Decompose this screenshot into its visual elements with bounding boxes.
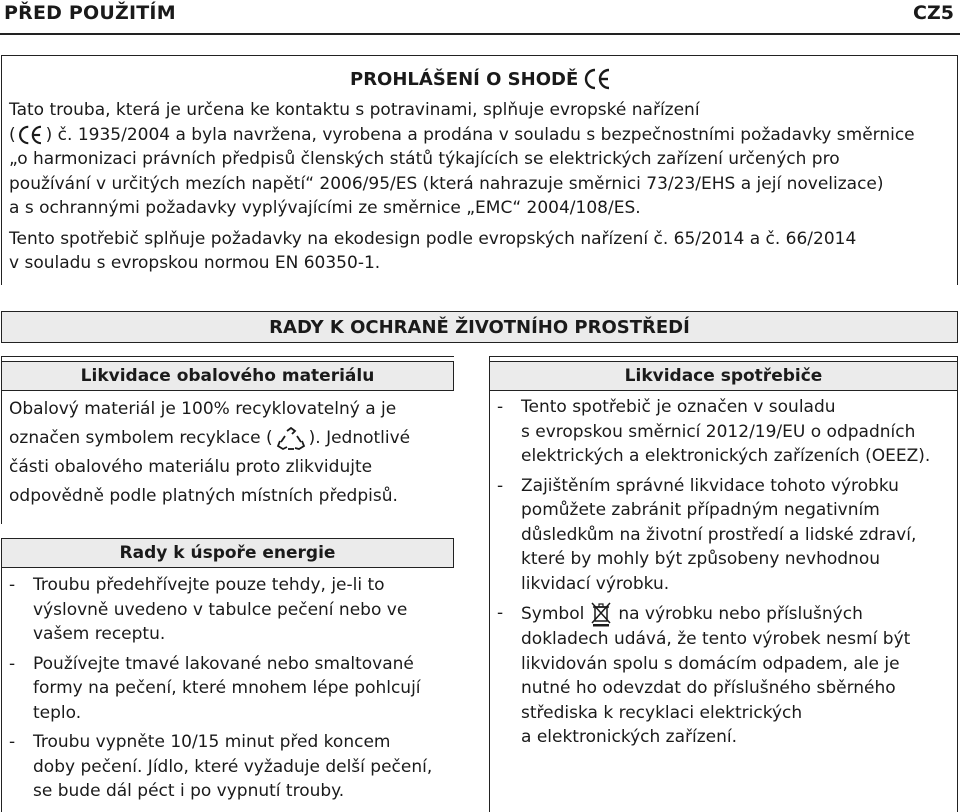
- declaration-title: PROHLÁŠENÍ O SHODĚ: [350, 68, 612, 90]
- list-item: - Troubu předehřívejte pouze tehdy, je-li to výslovně uvedeno v tabulce pečení nebo ve vašem receptu.: [9, 575, 408, 644]
- recycle-icon: [276, 427, 306, 451]
- list-item: - Používejte tmavé lakované nebo smaltované formy na pečení, které mnohem lépe pohlcují teplo.: [9, 653, 421, 723]
- section-title: PŘED POUŽITÍM: [4, 2, 176, 24]
- energy-title: Rady k úspoře energie: [1, 538, 454, 568]
- packaging-title: Likvidace obalového materiálu: [1, 361, 454, 391]
- list-item: - Troubu vypněte 10/15 minut před koncem doby pečení. Jídlo, které vyžaduje delší pečení, se bude dál péct i po vypnutí trouby.: [9, 732, 433, 801]
- list-item: - Tento spotřebič je označen v souladu s evropskou směrnicí 2012/19/EU o odpadních elektrických a elektronických zařízeních (OEEZ).: [497, 397, 931, 466]
- list-item: - Zajištěním správné likvidace tohoto výrobku pomůžete zabránit případným negativním důsledkům na životní prostředí a lidské zdraví, které by mohly být způsobeny nevhodnou likvidací výrobku.: [497, 475, 917, 594]
- header-rule: [0, 33, 960, 35]
- ce-mark-icon: [584, 68, 612, 90]
- ce-mark-icon: [17, 125, 45, 145]
- crossed-bin-icon: [590, 601, 612, 627]
- environment-header: RADY K OCHRANĚ ŽIVOTNÍHO PROSTŘEDÍ: [1, 311, 958, 343]
- page-code: CZ5: [913, 2, 954, 24]
- declaration-text: Tato trouba, která je určena ke kontaktu s potravinami, splňuje evropské nařízení ( ) č. 1935/2004 a byla navržena, vyrobena a prodána v souladu s bezpečnostními požadavky směrnice „o harmonizaci právních předpisů členských států týkajících se elektrických zařízení určených pro používání v určitých mezích napětí“ 2006/95/ES (která nahrazuje směrnici 73/23/EHS a její novelizace) a s ochrannými požadavky vyplývajícími ze směrnice „EMC“ 2004/108/ES. Tento spotřebič splňuje požadavky na ekodesign podle evropských nařízení č. 65/2014 a č. 66/2014 v souladu s evropskou normou EN 60350-1.: [9, 100, 915, 273]
- energy-list: [9, 573, 432, 809]
- appliance-title: Likvidace spotřebiče: [489, 361, 958, 391]
- packaging-text: Obalový materiál je 100% recyklovatelný a je označen symbolem recyklace ( ). Jednotlivé části obalového materiálu proto zlikvidujte odpovědně podle platných místních předpisů.: [9, 399, 411, 506]
- list-item: - Symbol na výrobku nebo příslušných dokladech udává, že tento výrobek nesmí být likvidován spolu s domácím odpadem, ale je nutné ho odevzdat do příslušného sběrného střediska k recyklaci elektrických a elektronických zařízení.: [497, 603, 911, 747]
- appliance-list: [497, 395, 930, 755]
